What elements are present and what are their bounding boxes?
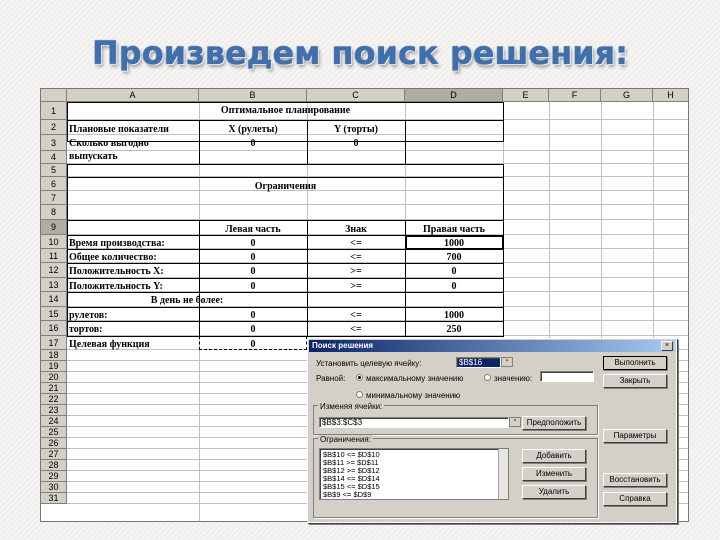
collapse-dialog-icon[interactable]: ▪ [501, 357, 513, 367]
row-header[interactable]: 13 [41, 278, 67, 292]
cell-r1-title[interactable]: Оптимальное планирование [220, 105, 351, 116]
cell-b10[interactable]: 0 [250, 252, 256, 263]
cell-a13[interactable]: В день не более: [150, 295, 224, 306]
row-header[interactable]: 19 [41, 361, 67, 372]
row-header[interactable]: 3 [41, 135, 67, 151]
cell-d9[interactable]: 1000 [444, 238, 464, 249]
row-header[interactable]: 24 [41, 416, 67, 427]
column-header-c[interactable]: C [307, 89, 405, 102]
equal-to-label: Равной: [316, 374, 346, 383]
constraint-item[interactable]: $B$14 <= $D$14 [323, 474, 380, 483]
add-button[interactable]: Добавить [522, 449, 586, 463]
min-radio-label[interactable]: минимальному значению [366, 391, 461, 400]
cell-a11[interactable]: Положительность X: [69, 266, 164, 277]
options-button[interactable]: Параметры [603, 429, 667, 443]
row-header[interactable]: 1 [41, 102, 67, 120]
cell-d15[interactable]: 250 [446, 324, 462, 335]
solver-dialog [307, 338, 677, 523]
value-radio-label[interactable]: значению: [494, 374, 533, 383]
row-header[interactable]: 18 [41, 350, 67, 361]
constraint-item[interactable]: $B$10 <= $D$10 [323, 450, 380, 459]
cell-b8[interactable]: Левая часть [225, 224, 281, 235]
constraint-item[interactable]: $B$12 >= $D$12 [323, 466, 380, 475]
column-header-f[interactable]: F [549, 89, 601, 102]
cell-r5-title[interactable]: Ограничения [254, 181, 317, 192]
target-cell-input[interactable]: $B$16 [456, 357, 501, 368]
cell-c9[interactable]: <= [350, 238, 362, 249]
cell-b9[interactable]: 0 [250, 238, 256, 249]
row-header[interactable]: 30 [41, 482, 67, 493]
constraints-label: Ограничения: [320, 435, 371, 444]
cell-d10[interactable]: 700 [446, 252, 462, 263]
cell-b2[interactable]: X (рулеты) [228, 124, 278, 135]
cell-a10[interactable]: Общее количество: [69, 252, 157, 263]
dialog-close-icon[interactable]: × [661, 341, 673, 351]
row-header[interactable]: 22 [41, 394, 67, 405]
cell-a15[interactable]: тортов: [69, 324, 103, 335]
row-header[interactable]: 8 [41, 205, 67, 220]
row-header[interactable]: 11 [41, 249, 67, 263]
cell-a3-line2[interactable]: выпускать [69, 151, 118, 162]
row-header[interactable]: 15 [41, 307, 67, 321]
run-button[interactable]: Выполнить [603, 356, 667, 370]
row-header[interactable]: 2 [41, 120, 67, 135]
constraint-item[interactable]: $B$9 <= $D$9 [323, 490, 372, 499]
cell-d11[interactable]: 0 [451, 266, 457, 277]
cell-b14[interactable]: 0 [250, 310, 256, 321]
column-header-h[interactable]: H [653, 89, 689, 102]
row-header[interactable]: 7 [41, 191, 67, 205]
slide-title: Произведем поиск решения: [92, 34, 628, 72]
change-button[interactable]: Изменить [522, 467, 586, 481]
max-radio-label[interactable]: максимальному значению [366, 374, 464, 383]
constraint-item[interactable]: $B$15 <= $D$15 [323, 482, 380, 491]
cell-a3-line1[interactable]: Сколько выгодно [69, 138, 149, 149]
cell-c2[interactable]: Y (торты) [334, 124, 378, 135]
select-all-corner[interactable] [41, 89, 67, 102]
cell-c12[interactable]: >= [350, 281, 362, 292]
cell-c11[interactable]: >= [350, 266, 362, 277]
help-button[interactable]: Справка [603, 492, 667, 506]
value-input[interactable] [540, 371, 594, 382]
cell-b15[interactable]: 0 [250, 324, 256, 335]
cell-b11[interactable]: 0 [250, 266, 256, 277]
column-header-d[interactable]: D [405, 89, 503, 102]
cell-c14[interactable]: <= [350, 310, 362, 321]
row-header[interactable]: 16 [41, 321, 67, 336]
collapse-changing-icon[interactable]: ▪ [509, 417, 521, 427]
cell-b12[interactable]: 0 [250, 281, 256, 292]
target-cell-label: Установить целевую ячейку: [316, 359, 422, 368]
column-header-e[interactable]: E [503, 89, 549, 102]
row-header[interactable]: 17 [41, 336, 67, 350]
guess-button[interactable]: Предположить [522, 416, 586, 430]
max-radio[interactable] [356, 374, 363, 381]
cell-d8[interactable]: Правая часть [423, 224, 485, 235]
column-header-b[interactable]: B [199, 89, 307, 102]
reset-all-button[interactable]: Восстановить [603, 473, 667, 487]
row-header[interactable]: 20 [41, 372, 67, 383]
column-header-g[interactable]: G [601, 89, 653, 102]
row-header[interactable]: 14 [41, 292, 67, 307]
column-header-a[interactable]: A [67, 89, 199, 102]
close-button[interactable]: Закрыть [603, 374, 667, 388]
row-header[interactable]: 21 [41, 383, 67, 394]
min-radio[interactable] [356, 391, 363, 398]
cell-b3[interactable]: 0 [250, 138, 256, 149]
dialog-title: Поиск решения [309, 340, 675, 352]
cell-a16[interactable]: Целевая функция [69, 339, 150, 350]
cell-c15[interactable]: <= [350, 324, 362, 335]
row-header[interactable]: 26 [41, 438, 67, 449]
changing-cells-input[interactable]: $B$3:$C$3 [319, 417, 509, 428]
cell-c3[interactable]: 0 [353, 138, 359, 149]
value-radio[interactable] [484, 374, 491, 381]
cell-a2[interactable]: Плановые показатели [69, 124, 169, 135]
cell-a9[interactable]: Время производства: [69, 238, 165, 249]
changing-cells-label: Изменяя ячейки: [320, 402, 383, 411]
row-header[interactable]: 6 [41, 177, 67, 191]
cell-b16[interactable]: 0 [250, 339, 256, 350]
cell-a14[interactable]: рулетов: [69, 310, 108, 321]
row-header[interactable]: 4 [41, 151, 67, 164]
row-header[interactable]: 27 [41, 449, 67, 460]
row-header[interactable]: 23 [41, 405, 67, 416]
constraints-scrollbar[interactable] [498, 449, 508, 499]
constraint-item[interactable]: $B$11 >= $D$11 [323, 458, 379, 467]
constraints-list[interactable] [319, 448, 509, 500]
row-header[interactable]: 28 [41, 460, 67, 471]
row-header[interactable]: 31 [41, 493, 67, 504]
cell-a12[interactable]: Положительность Y: [69, 281, 163, 292]
cell-d12[interactable]: 0 [451, 281, 457, 292]
row-header[interactable]: 25 [41, 427, 67, 438]
row-header[interactable]: 10 [41, 235, 67, 249]
delete-button[interactable]: Удалить [522, 485, 586, 499]
cell-c10[interactable]: <= [350, 252, 362, 263]
cell-c8[interactable]: Знак [345, 224, 367, 235]
cell-d14[interactable]: 1000 [444, 310, 464, 321]
row-header[interactable]: 29 [41, 471, 67, 482]
row-header[interactable]: 12 [41, 263, 67, 278]
row-header[interactable]: 9 [41, 220, 67, 235]
row-header[interactable]: 5 [41, 164, 67, 177]
